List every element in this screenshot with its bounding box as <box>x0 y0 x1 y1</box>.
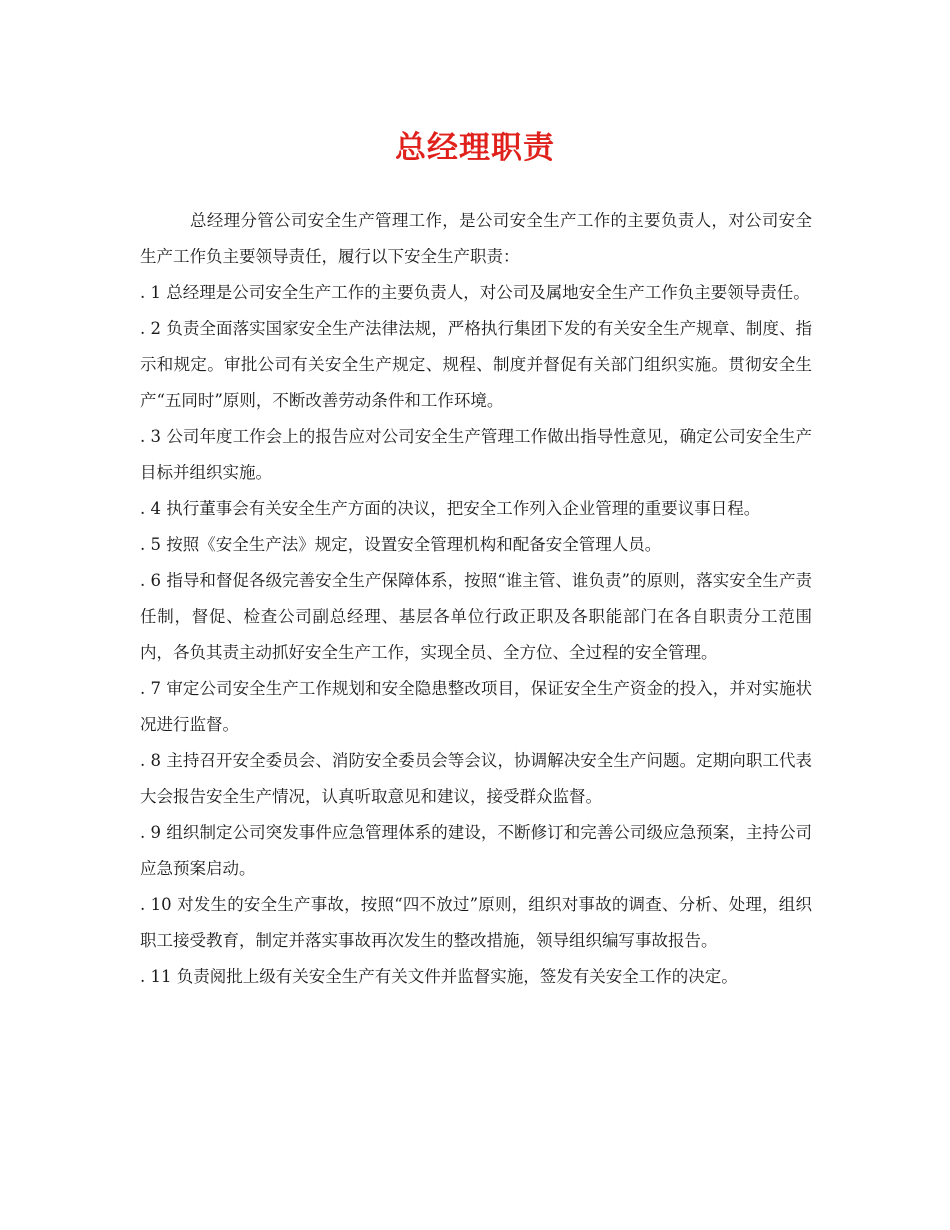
duty-item-6: . 6 指导和督促各级完善安全生产保障体系，按照“谁主管、谁负责”的原则，落实安全生产责任制，督促、检查公司副总经理、基层各单位行政正职及各职能部门在各自职责分工范围内，各负其责主动抓好安全生产工作，实现全员、全方位、全过程的安全管理。 <box>140 571 812 662</box>
duty-item-7: . 7 审定公司安全生产工作规划和安全隐患整改项目，保证安全生产资金的投入，并对实施状况进行监督。 <box>140 679 812 734</box>
duty-item-1: . 1 总经理是公司安全生产工作的主要负责人，对公司及属地安全生产工作负主要领导责任。 <box>140 283 810 302</box>
duty-item-4: . 4 执行董事会有关安全生产方面的决议，把安全工作列入企业管理的重要议事日程。 <box>140 499 761 518</box>
document-title: 总经理职责 <box>395 130 555 166</box>
document-body <box>140 203 812 995</box>
duty-item-8: . 8 主持召开安全委员会、消防安全委员会等会议，协调解决安全生产问题。定期向职工代表大会报告安全生产情况，认真听取意见和建议，接受群众监督。 <box>140 751 812 806</box>
duty-item-11: . 11 负责阅批上级有关安全生产有关文件并监督实施，签发有关安全工作的决定。 <box>140 967 738 986</box>
duty-item-5: . 5 按照《安全生产法》规定，设置安全管理机构和配备安全管理人员。 <box>140 535 662 554</box>
duty-item-9: . 9 组织制定公司突发事件应急管理体系的建设，不断修订和完善公司级应急预案，主持公司应急预案启动。 <box>140 823 812 878</box>
intro-paragraph: 总经理分管公司安全生产管理工作，是公司安全生产工作的主要负责人，对公司安全生产工作负主要领导责任，履行以下安全生产职责： <box>140 211 812 266</box>
duty-item-3: . 3 公司年度工作会上的报告应对公司安全生产管理工作做出指导性意见，确定公司安全生产目标并组织实施。 <box>140 427 812 482</box>
duty-item-10: . 10 对发生的安全生产事故，按照“四不放过”原则，组织对事故的调查、分析、处理，组织职工接受教育，制定并落实事故再次发生的整改措施，领导组织编写事故报告。 <box>140 895 812 950</box>
duty-item-2: . 2 负责全面落实国家安全生产法律法规，严格执行集团下发的有关安全生产规章、制度、指示和规定。审批公司有关安全生产规定、规程、制度并督促有关部门组织实施。贯彻安全生产“五同时”原则，不断改善劳动条件和工作环境。 <box>140 319 812 410</box>
